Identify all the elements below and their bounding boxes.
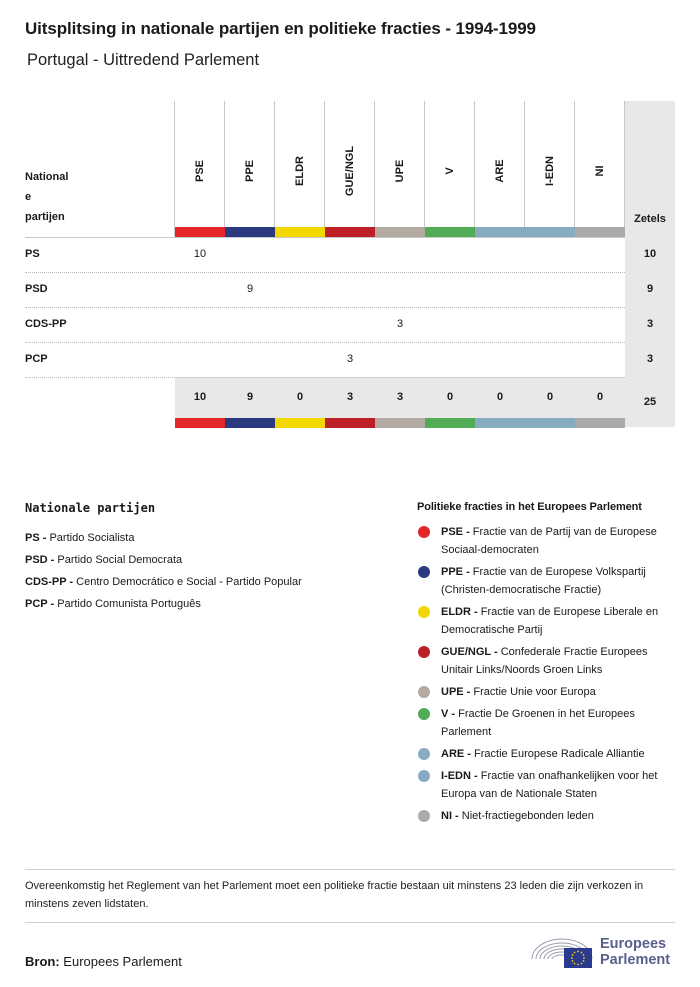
group-column-header bbox=[575, 101, 625, 227]
political-group-name: Niet-fractiegebonden leden bbox=[461, 810, 594, 822]
legend-separator: - bbox=[39, 532, 50, 544]
row-party-label: PCP bbox=[25, 353, 48, 365]
group-color-bar bbox=[425, 418, 475, 428]
row-seat-total: 10 bbox=[643, 248, 657, 260]
group-column-header bbox=[225, 101, 275, 227]
row-seat-total: 3 bbox=[646, 353, 654, 365]
group-column-label: V bbox=[444, 167, 456, 175]
legend-separator: - bbox=[448, 708, 459, 720]
group-column-header bbox=[325, 101, 375, 227]
national-party-abbr: PS bbox=[25, 532, 40, 544]
political-group-name: Fractie Europese Radicale Alliantie bbox=[474, 748, 645, 760]
group-color-bar bbox=[175, 418, 225, 428]
political-group-name: Fractie Unie voor Europa bbox=[473, 686, 596, 698]
political-group-legend-item bbox=[417, 705, 679, 741]
source-value: Europees Parlement bbox=[63, 954, 182, 969]
group-color-bar bbox=[375, 418, 425, 428]
seats-header: Zetels bbox=[634, 213, 666, 225]
seats-column-background bbox=[625, 101, 675, 427]
political-group-legend-item bbox=[417, 745, 679, 763]
table-cell: 3 bbox=[346, 353, 354, 365]
group-color-bar bbox=[575, 227, 625, 237]
row-party-label: CDS-PP bbox=[25, 318, 67, 330]
row-rule bbox=[25, 307, 625, 308]
group-color-bar bbox=[175, 227, 225, 237]
group-seat-total: 0 bbox=[296, 391, 304, 403]
group-color-dot-icon bbox=[418, 526, 430, 538]
group-column-label: ELDR bbox=[294, 156, 306, 186]
row-seat-total: 3 bbox=[646, 318, 654, 330]
row-seat-total: 9 bbox=[646, 283, 654, 295]
national-parties-header-line: partijen bbox=[25, 211, 65, 223]
political-groups-legend bbox=[417, 501, 679, 829]
group-column-header bbox=[175, 101, 225, 227]
group-column-label: UPE bbox=[394, 159, 406, 183]
legend-separator: - bbox=[47, 598, 58, 610]
group-seat-total: 3 bbox=[396, 391, 404, 403]
national-party-name: Centro Democrático e Social - Partido Popular bbox=[76, 576, 302, 588]
group-legend-title: Politieke fracties in het Europees Parlement bbox=[417, 501, 642, 513]
group-color-dot-icon bbox=[418, 770, 430, 782]
national-party-name: Partido Socialista bbox=[49, 532, 135, 544]
group-column-header bbox=[375, 101, 425, 227]
political-group-abbr: ARE bbox=[441, 748, 465, 760]
political-group-abbr: UPE bbox=[441, 686, 464, 698]
logo-line-2: Parlement bbox=[600, 952, 671, 968]
group-column-label: NI bbox=[594, 165, 606, 177]
political-group-legend-item bbox=[417, 603, 679, 639]
political-group-abbr: ELDR bbox=[441, 606, 471, 618]
table-cell: 10 bbox=[193, 248, 207, 260]
political-group-name: Fractie van onafhankelijken voor het Europa van de Nationale Staten bbox=[441, 770, 658, 800]
group-column-label: I-EDN bbox=[544, 156, 556, 186]
political-group-abbr: I-EDN bbox=[441, 770, 471, 782]
political-group-abbr: PSE bbox=[441, 526, 464, 538]
political-group-legend-item bbox=[417, 807, 679, 825]
table-cell: 3 bbox=[396, 318, 404, 330]
national-parties-header-line: e bbox=[25, 191, 32, 203]
national-party-legend-item bbox=[25, 593, 405, 615]
national-parties-header-line: National bbox=[25, 171, 69, 183]
legend-separator: - bbox=[470, 770, 481, 782]
national-legend-title: Nationale partijen bbox=[25, 501, 156, 515]
source-label: Bron: bbox=[25, 954, 60, 969]
group-seat-total: 9 bbox=[246, 391, 254, 403]
national-party-name: Partido Comunista Português bbox=[57, 598, 201, 610]
national-party-legend-item bbox=[25, 571, 405, 593]
legend-separator: - bbox=[490, 646, 501, 658]
footnote: Overeenkomstig het Reglement van het Parlement moet een politieke fractie bestaan uit minstens 23 leden die zijn verkozen in minstens zeven lidstaten. bbox=[25, 880, 644, 910]
page-title: Uitsplitsing in nationale partijen en politieke fracties - 1994-1999 bbox=[25, 19, 536, 38]
group-color-bar bbox=[225, 227, 275, 237]
divider bbox=[25, 869, 675, 870]
row-rule bbox=[25, 342, 625, 343]
legend-separator: - bbox=[464, 748, 475, 760]
group-column-header bbox=[475, 101, 525, 227]
group-color-dot-icon bbox=[418, 606, 430, 618]
page-subtitle: Portugal - Uittredend Parlement bbox=[27, 51, 260, 69]
group-column-header bbox=[275, 101, 325, 227]
group-color-bar bbox=[475, 418, 525, 428]
logo-line-1: Europees bbox=[600, 936, 667, 952]
group-seat-total: 0 bbox=[546, 391, 554, 403]
group-color-bar bbox=[425, 227, 475, 237]
political-group-abbr: GUE/NGL bbox=[441, 646, 491, 658]
group-color-dot-icon bbox=[418, 748, 430, 760]
group-color-bar bbox=[325, 227, 375, 237]
group-color-bar bbox=[225, 418, 275, 428]
political-group-legend-item bbox=[417, 523, 679, 559]
table-cell: 9 bbox=[246, 283, 254, 295]
group-color-dot-icon bbox=[418, 566, 430, 578]
national-party-abbr: PCP bbox=[25, 598, 48, 610]
political-group-name: Fractie van de Europese Volkspartij (Christen-democratische Fractie) bbox=[441, 566, 646, 596]
legend-separator: - bbox=[470, 606, 481, 618]
national-party-legend-item bbox=[25, 549, 405, 571]
national-party-name: Partido Social Democrata bbox=[57, 554, 183, 566]
row-party-label: PS bbox=[25, 248, 40, 260]
political-group-name: Fractie De Groenen in het Europees Parlement bbox=[441, 708, 635, 738]
group-color-dot-icon bbox=[418, 646, 430, 658]
political-group-name: Fractie van de Europese Liberale en Democratische Partij bbox=[441, 606, 659, 636]
divider bbox=[25, 922, 675, 923]
header-rule bbox=[25, 237, 625, 238]
national-party-abbr: PSD bbox=[25, 554, 48, 566]
political-group-legend-item bbox=[417, 563, 679, 599]
group-column-header bbox=[425, 101, 475, 227]
group-color-bar bbox=[275, 418, 325, 428]
political-group-legend-item bbox=[417, 767, 679, 803]
group-column-label: PSE bbox=[194, 159, 206, 183]
row-rule bbox=[25, 272, 625, 273]
political-group-abbr: NI bbox=[441, 810, 452, 822]
group-seat-total: 0 bbox=[596, 391, 604, 403]
group-seat-total: 0 bbox=[496, 391, 504, 403]
legend-separator: - bbox=[463, 566, 473, 578]
group-color-bar bbox=[325, 418, 375, 428]
political-group-legend-item bbox=[417, 643, 679, 679]
group-color-bar bbox=[575, 418, 625, 428]
group-column-header bbox=[525, 101, 575, 227]
national-party-abbr: CDS-PP bbox=[25, 576, 67, 588]
political-group-name: Confederale Fractie Europees Unitair Links/Noords Groen Links bbox=[441, 646, 648, 676]
group-color-bar bbox=[525, 418, 575, 428]
group-color-dot-icon bbox=[418, 708, 430, 720]
legend-separator: - bbox=[66, 576, 77, 588]
legend-separator: - bbox=[452, 810, 462, 822]
national-parties-legend bbox=[25, 501, 405, 615]
logo-wordmark bbox=[600, 936, 670, 968]
national-party-legend-item bbox=[25, 527, 405, 549]
legend-separator: - bbox=[463, 686, 474, 698]
group-color-bar bbox=[525, 227, 575, 237]
group-color-bar bbox=[275, 227, 325, 237]
european-parliament-logo bbox=[530, 933, 680, 973]
legend-separator: - bbox=[47, 554, 58, 566]
grand-total: 25 bbox=[643, 396, 657, 408]
row-party-label: PSD bbox=[25, 283, 48, 295]
row-rule bbox=[25, 377, 625, 378]
group-color-bar bbox=[375, 227, 425, 237]
source-line bbox=[25, 954, 182, 969]
parliament-emblem-icon bbox=[530, 933, 596, 973]
group-color-dot-icon bbox=[418, 686, 430, 698]
legend-separator: - bbox=[463, 526, 473, 538]
political-group-name: Fractie van de Partij van de Europese Sociaal-democraten bbox=[441, 526, 657, 556]
group-seat-total: 3 bbox=[346, 391, 354, 403]
group-column-label: ARE bbox=[494, 159, 506, 183]
political-group-abbr: V bbox=[441, 708, 449, 720]
political-group-abbr: PPE bbox=[441, 566, 464, 578]
seats-table bbox=[25, 101, 675, 429]
group-color-bar bbox=[475, 227, 525, 237]
group-column-label: PPE bbox=[244, 159, 256, 183]
group-seat-total: 0 bbox=[446, 391, 454, 403]
political-group-legend-item bbox=[417, 683, 679, 701]
group-seat-total: 10 bbox=[193, 391, 207, 403]
group-column-label: GUE/NGL bbox=[344, 145, 356, 197]
national-parties-header bbox=[25, 167, 68, 227]
group-color-dot-icon bbox=[418, 810, 430, 822]
